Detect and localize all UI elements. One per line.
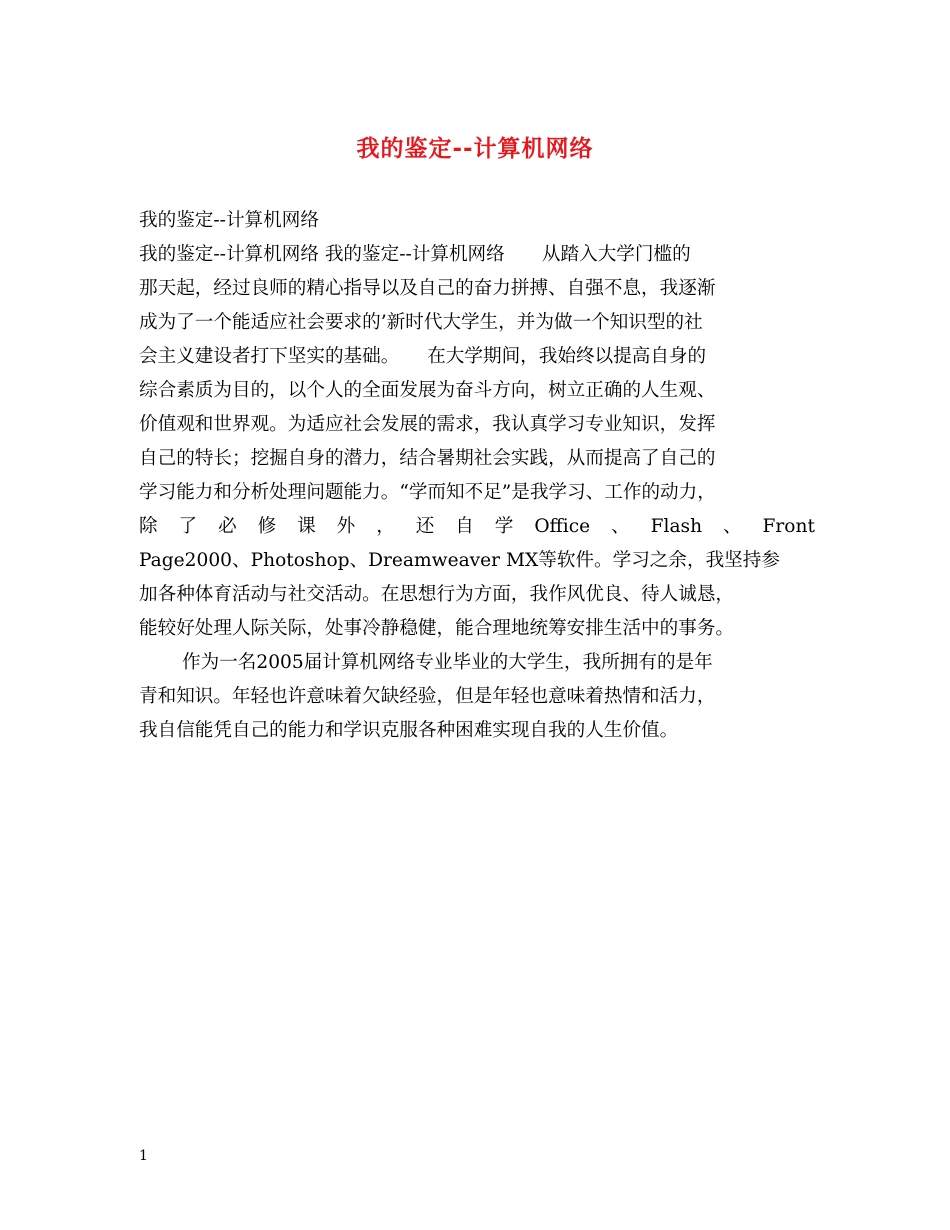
- word: 课: [297, 516, 316, 537]
- word: Front: [762, 516, 815, 537]
- word: 必: [218, 516, 237, 537]
- word: 、: [611, 516, 630, 537]
- word: 自: [455, 516, 474, 537]
- word: Flash: [650, 516, 703, 537]
- document-title: 我的鉴定--计算机网络: [356, 136, 594, 162]
- body-line: 我的鉴定--计算机网络: [139, 210, 319, 231]
- word: 修: [257, 516, 277, 537]
- word: 了: [178, 516, 198, 537]
- body-line: 那天起，经过良师的精心指导以及自己的奋力拼搏、自强不息，我逐渐: [139, 278, 716, 299]
- body-line: 价值观和世界观。为适应社会发展的需求，我认真学习专业知识，发挥: [139, 414, 716, 435]
- body-line-justified: [139, 510, 815, 544]
- document-body: [139, 204, 815, 748]
- body-line: 综合素质为目的，以个人的全面发展为奋斗方向，树立正确的人生观、: [139, 380, 716, 401]
- word: 外: [336, 516, 356, 537]
- body-line: 青和知识。年轻也许意味着欠缺经验，但是年轻也意味着热情和活力，: [139, 686, 716, 707]
- body-line: 我的鉴定--计算机网络 我的鉴定--计算机网络 从踏入大学门槛的: [139, 244, 691, 265]
- page-number: 1: [139, 1148, 148, 1164]
- word: 还: [415, 516, 435, 537]
- body-line: 我自信能凭自己的能力和学识克服各种困难实现自我的人生价值。: [139, 720, 679, 741]
- word: 除: [139, 516, 158, 537]
- body-line: 自己的特长；挖掘自身的潜力，结合暑期社会实践，从而提高了自己的: [139, 448, 716, 469]
- word: 、: [722, 516, 742, 537]
- word: Office: [534, 516, 591, 537]
- body-line: 能较好处理人际关际，处事冷静稳健，能合理地统筹安排生活中的事务。: [139, 618, 735, 639]
- body-line: Page2000、Photoshop、Dreamweaver MX等软件。学习之余，我坚持参: [139, 550, 780, 571]
- body-line-indented: 作为一名2005届计算机网络专业毕业的大学生，我所拥有的是年: [182, 652, 713, 673]
- body-line: 加各种体育活动与社交活动。在思想行为方面，我作风优良、待人诚恳，: [139, 584, 735, 605]
- word: ，: [376, 516, 395, 537]
- body-line: 成为了一个能适应社会要求的’新时代大学生，并为做一个知识型的社: [139, 312, 703, 333]
- body-line: 学习能力和分析处理问题能力。“学而知不足”是我学习、工作的动力，: [139, 482, 716, 503]
- body-line: 会主义建设者打下坚实的基础。 在大学期间，我始终以提高自身的: [139, 346, 707, 367]
- word: 学: [494, 516, 514, 537]
